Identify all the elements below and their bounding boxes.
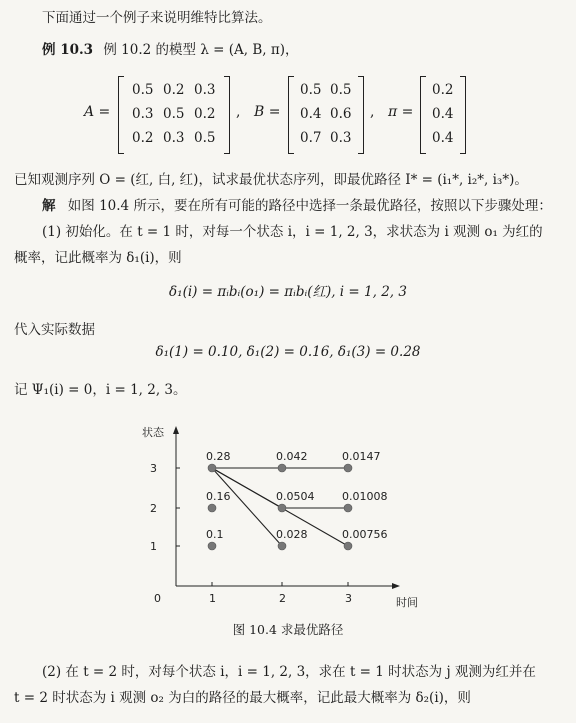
matrix-pi-cell: 0.4 [432, 130, 454, 146]
figure-caption: 图 10.4 求最优路径 [232, 622, 344, 637]
state-node [208, 464, 216, 472]
x-axis-arrow [392, 583, 400, 589]
matrix-b-cell: 0.5 [300, 82, 322, 98]
y-axis-label: 状态 [142, 426, 164, 439]
separator: , [236, 104, 241, 120]
node-probability-label: 0.01008 [342, 490, 388, 503]
delta1-formula: δ₁(i) = πᵢbᵢ(o₁) = πᵢbᵢ(红), i = 1, 2, 3 [169, 284, 407, 300]
matrix-a-cell: 0.2 [132, 130, 154, 146]
matrix-a-cell: 0.3 [194, 82, 216, 98]
state-node [208, 504, 216, 512]
matrix-b-cell: 0.4 [300, 106, 322, 122]
matrix-a [118, 76, 230, 154]
solution-label: 解 [42, 198, 56, 214]
matrix-a-cell: 0.5 [163, 106, 185, 122]
matrix-a-cell: 0.3 [163, 130, 185, 146]
node-probability-label: 0.0504 [276, 490, 315, 503]
solution-heading [42, 194, 552, 214]
matrix-a-cell: 0.2 [163, 82, 185, 98]
matrix-pi-cell: 0.4 [432, 106, 454, 122]
y-tick-label: 1 [150, 540, 157, 553]
node-probability-label: 0.0147 [342, 450, 381, 463]
matrix-a-cell: 0.5 [132, 82, 154, 98]
state-node [278, 504, 286, 512]
x-tick-label: 1 [209, 592, 216, 605]
matrix-b [288, 76, 364, 154]
state-node [344, 542, 352, 550]
y-tick-label: 3 [150, 462, 157, 475]
trellis-chart [0, 420, 576, 620]
node-probability-label: 0.28 [206, 450, 231, 463]
state-node [208, 542, 216, 550]
node-probability-label: 0.042 [276, 450, 308, 463]
matrix-b-cell: 0.7 [300, 130, 322, 146]
x-axis-label: 时间 [396, 596, 418, 609]
node-probability-label: 0.028 [276, 528, 308, 541]
example-label: 例 10.3 [42, 42, 94, 58]
y-tick-label: 2 [150, 502, 157, 515]
observation-text: 已知观测序列 O = (红, 白, 红)，试求最优状态序列，即最优路径 I* = (i₁*, i₂*, i₃*)。 [14, 172, 528, 188]
delta1-values: δ₁(1) = 0.10, δ₁(2) = 0.16, δ₁(3) = 0.28 [155, 344, 421, 360]
node-probability-label: 0.00756 [342, 528, 388, 541]
y-axis-arrow [173, 426, 179, 434]
x-tick-label: 2 [279, 592, 286, 605]
substitute-text: 代入实际数据 [14, 322, 95, 338]
matrix-b-cell: 0.5 [330, 82, 352, 98]
state-node [344, 504, 352, 512]
state-node [344, 464, 352, 472]
state-node [278, 542, 286, 550]
psi1-text: 记 Ψ₁(i) = 0，i = 1, 2, 3。 [14, 382, 187, 398]
matrix-a-cell: 0.3 [132, 106, 154, 122]
intro-text: 下面通过一个例子来说明维特比算法。 [42, 10, 272, 26]
matrix-b-label: B = [254, 104, 281, 120]
step2-line1: (2) 在 t = 2 时，对每个状态 i，i = 1, 2, 3，求在 t = 1 时状态为 j 观测为红并在 [42, 664, 536, 680]
node-probability-label: 0.1 [206, 528, 224, 541]
matrix-b-cell: 0.6 [330, 106, 352, 122]
solution-text: 如图 10.4 所示，要在所有可能的路径中选择一条最优路径，按照以下步骤处理： [67, 198, 552, 214]
x-tick-label: 3 [345, 592, 352, 605]
step1-line2: 概率，记此概率为 δ₁(i)，则 [14, 250, 182, 266]
optimal-path-figure [0, 420, 576, 650]
separator: , [370, 104, 375, 120]
matrix-pi [420, 76, 466, 154]
matrix-a-cell: 0.5 [194, 130, 216, 146]
matrix-a-label: A = [84, 104, 111, 120]
example-text: 例 10.2 的模型 λ = (A, B, π)， [103, 42, 299, 58]
state-node [278, 464, 286, 472]
model-matrices [0, 76, 576, 154]
matrix-a-cell: 0.2 [194, 106, 216, 122]
matrix-pi-cell: 0.2 [432, 82, 454, 98]
step1-line1: (1) 初始化。在 t = 1 时，对每一个状态 i，i = 1, 2, 3，求状态为 i 观测 o₁ 为红的 [42, 224, 543, 240]
step2-line2: t = 2 时状态为 i 观测 o₂ 为白的路径的最大概率，记此最大概率为 δ₂(i)，则 [14, 690, 471, 706]
matrix-pi-label: π = [388, 104, 414, 120]
example-heading [42, 38, 299, 58]
node-probability-label: 0.16 [206, 490, 231, 503]
matrix-b-cell: 0.3 [330, 130, 352, 146]
origin-label: 0 [154, 592, 161, 605]
